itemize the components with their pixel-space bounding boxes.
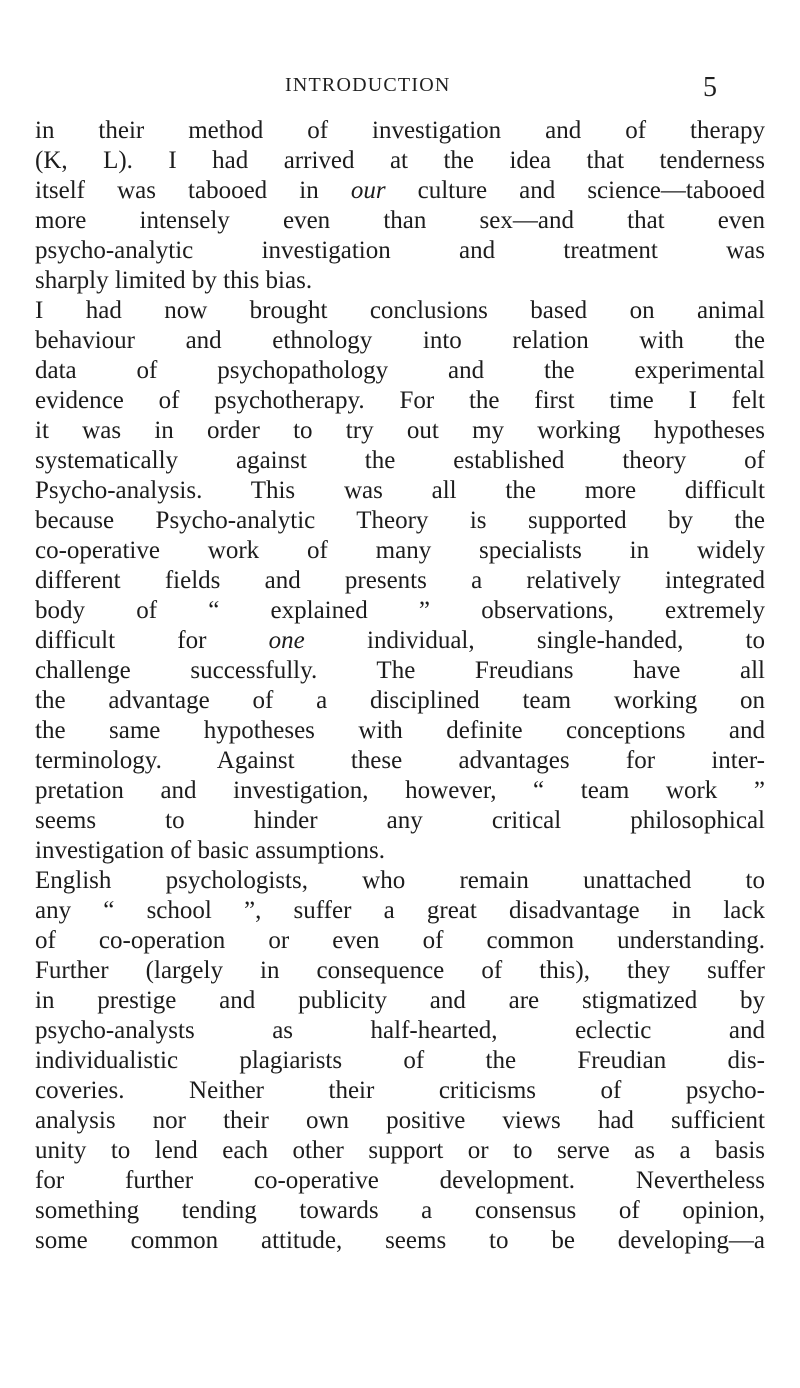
text-line-35: unity to lend each other support or to serve as a basis: [35, 1137, 765, 1164]
text-line-5: psycho-analytic investigation and treatment was: [35, 237, 765, 264]
text-line-27: any “ school ”, suffer a great disadvantage in lack: [35, 897, 765, 924]
text-line-18-prefix: difficult for: [35, 627, 269, 654]
text-line-12: systematically against the established theory of: [35, 447, 765, 474]
text-line-6: sharply limited by this bias.: [35, 267, 313, 294]
page-number: 5: [703, 72, 717, 103]
text-line-38: some common attitude, seems to be developing—a: [35, 1227, 765, 1254]
text-line-33: coveries. Neither their criticisms of psycho-: [35, 1077, 765, 1104]
text-line-26: English psychologists, who remain unattached to: [35, 867, 765, 894]
text-line-9: data of psychopathology and the experimental: [35, 357, 765, 384]
text-line-3-prefix: itself was tabooed in: [35, 177, 351, 204]
text-line-13: Psycho-analysis. This was all the more difficult: [35, 477, 765, 504]
text-line-25: investigation of basic assumptions.: [35, 837, 385, 864]
text-line-16: different fields and presents a relatively integrated: [35, 567, 765, 594]
text-line-11: it was in order to try out my working hypotheses: [35, 417, 765, 444]
text-line-7: I had now brought conclusions based on animal: [35, 297, 765, 324]
text-line-4: more intensely even than sex—and that even: [35, 207, 765, 234]
emphasis-one: one: [268, 627, 305, 654]
running-head: [35, 72, 765, 112]
text-line-1: in their method of investigation and of therapy: [35, 117, 765, 144]
text-line-18-rest: individual, single-handed, to: [367, 627, 765, 654]
text-line-28: of co-operation or even of common understanding.: [35, 927, 765, 954]
text-line-30: in prestige and publicity and are stigmatized by: [35, 987, 765, 1014]
book-page: [35, 72, 765, 1256]
text-line-3-rest: culture and science—tabooed: [417, 177, 766, 204]
text-line-3: [35, 176, 765, 206]
text-line-8: behaviour and ethnology into relation with the: [35, 327, 765, 354]
text-line-2: (K, L). I had arrived at the idea that tenderness: [35, 147, 765, 174]
text-line-21: the same hypotheses with definite conceptions and: [35, 717, 765, 744]
text-line-29: Further (largely in consequence of this), they suffer: [35, 957, 765, 984]
text-line-15: co-operative work of many specialists in widely: [35, 537, 765, 564]
text-line-32: individualistic plagiarists of the Freudian dis-: [35, 1047, 765, 1074]
running-head-title: INTRODUCTION: [285, 74, 451, 96]
text-line-10: evidence of psychotherapy. For the first time I felt: [35, 387, 765, 414]
text-line-18: [35, 626, 765, 656]
text-line-17: body of “ explained ” observations, extremely: [35, 597, 765, 624]
text-line-20: the advantage of a disciplined team working on: [35, 687, 765, 714]
emphasis-our: our: [350, 177, 386, 204]
text-line-14: because Psycho-analytic Theory is supported by the: [35, 507, 765, 534]
text-line-34: analysis nor their own positive views had sufficient: [35, 1107, 765, 1134]
body-text: [35, 116, 765, 1256]
text-line-37: something tending towards a consensus of opinion,: [35, 1197, 765, 1224]
text-line-36: for further co-operative development. Nevertheless: [35, 1167, 765, 1194]
text-line-24: seems to hinder any critical philosophical: [35, 807, 765, 834]
text-line-31: psycho-analysts as half-hearted, eclectic and: [35, 1017, 765, 1044]
text-line-22: terminology. Against these advantages for inter-: [35, 747, 765, 774]
text-line-23: pretation and investigation, however, “ team work ”: [35, 777, 765, 804]
text-line-19: challenge successfully. The Freudians have all: [35, 657, 765, 684]
